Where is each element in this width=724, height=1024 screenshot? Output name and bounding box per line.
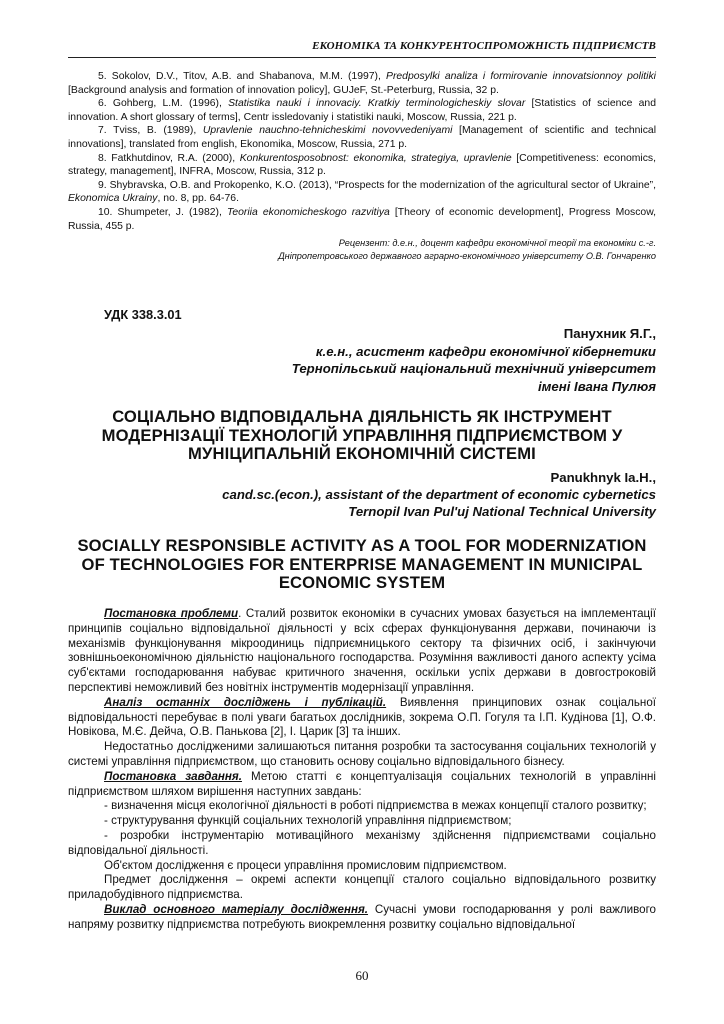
- author-name: Панухник Я.Г.,: [563, 326, 656, 341]
- section-heading: Виклад основного матеріалу дослідження.: [104, 902, 369, 916]
- reference-item: 7. Tviss, B. (1989), Upravlenie nauchno-tehnicheskimi novovvedeniyami [Management of scientific and technical innovations], translated from english, Ekonomika, Moscow, Russia, 271 p.: [68, 125, 656, 150]
- author-position: к.е.н., асистент кафедри економічної кібернетики: [315, 343, 656, 359]
- reference-list: [68, 70, 656, 233]
- paragraph: Предмет дослідження – окремі аспекти концепції сталого соціально відповідального розвитку приладобудівного підприємства.: [68, 873, 656, 902]
- paragraph: Виклад основного матеріалу дослідження. Сучасні умови господарювання у ролі важливого напряму розвитку підприємства потребують виокремлення розвитку соціально відповідальної: [68, 902, 656, 931]
- article-title-ua: СОЦІАЛЬНО ВІДПОВІДАЛЬНА ДІЯЛЬНІСТЬ ЯК ІНСТРУМЕНТ МОДЕРНІЗАЦІЇ ТЕХНОЛОГІЙ УПРАВЛІННЯ ПІДПРИЄМСТВОМ У МУНІЦИПАЛЬНІЙ ЕКОНОМІЧНІЙ СИСТЕМІ: [101, 407, 623, 464]
- list-item: - визначення місця екологічної діяльності в роботі підприємства в межах концепції сталого розвитку;: [104, 799, 647, 813]
- page-number: 60: [355, 968, 369, 983]
- paragraph: Постановка проблеми. Сталий розвиток економіки в сучасних умовах базується на імплементації принципів соціально відповідальної діяльності у всіх сферах функціонування держави, починаючи із механізмів функціонування мікроодиниць підприємницького сектору та фізичних осіб, і закінчуючи зовнішньоекономічною діяльністю національного господарства. Розуміння важливості даного аспекту усіма суб'єктами господарювання набуває критичного значення, оскільки успіх держави в довгостроковій перспективі неможливий без новітніх інструментів модернізації управління.: [68, 607, 656, 694]
- running-header: ЕКОНОМІКА ТА КОНКУРЕНТОСПРОМОЖНІСТЬ ПІДПРИЄМСТВ: [312, 40, 656, 52]
- list-item: - структурування функцій соціальних технологій управління підприємством;: [104, 814, 512, 828]
- reviewer-note: [200, 237, 656, 263]
- article-title-en: SOCIALLY RESPONSIBLE ACTIVITY AS A TOOL FOR MODERNIZATION OF TECHNOLOGIES FOR ENTERPRISE MANAGEMENT IN MUNICIPAL ECONOMIC SYSTEM: [77, 536, 647, 593]
- udk-code: УДК 338.3.01: [104, 307, 182, 322]
- reviewer-line: Рецензент: д.е.н., доцент кафедри економічної теорії та економіки с.-г.: [338, 238, 656, 248]
- reviewer-line: Дніпропетровського державного аграрно-економічного університету О.В. Гончаренко: [278, 250, 656, 261]
- section-heading: Постановка завдання.: [104, 769, 242, 783]
- author-university-line2: імені Івана Пулюя: [538, 378, 656, 394]
- paragraph: Аналіз останніх досліджень і публікацій. Виявлення принципових ознак соціальної відповідальності перебуває в полі уваги багатьох дослідників, зокрема О.П. Гогуля та І.П. Кудінова [1], О.Ф. Новікова, М.Є. Дейча, О.В. Панькова [2], І. Царик [3] та інших.: [68, 695, 656, 739]
- author-university: Тернопільський національний технічний університет: [291, 361, 656, 377]
- reference-item: 6. Gohberg, L.M. (1996), Statistika nauki i innovaciy. Kratkiy terminologicheskiy slovar [Statistics of science and innovation. A short glossary of terms], Centr issledovaniy i statistiki nauki, Moscow, Russia, 221 p.: [68, 98, 656, 123]
- author-block-ua: [200, 325, 656, 395]
- author-block-en: [150, 469, 656, 521]
- article-body: [68, 607, 656, 933]
- list-item: - розробки інструментарію мотиваційного механізму здійснення підприємствами соціально відповідальної діяльності.: [68, 828, 656, 857]
- reference-item: 9. Shybravska, O.B. and Prokopenko, K.O. (2013), “Prospects for the modernization of the agricultural sector of Ukraine”, Ekonomica Ukrainy, no. 8, pp. 64-76.: [68, 179, 656, 205]
- paragraph: Об'єктом дослідження є процеси управління промисловим підприємством.: [104, 858, 507, 872]
- reference-item: 8. Fatkhutdinov, R.A. (2000), Konkurentosposobnost: ekonomika, strategiya, upravlenie [Competitiveness: economics, strategy, management], INFRA, Moscow, Russia, 312 p.: [68, 152, 657, 178]
- author-position: cand.sc.(econ.), assistant of the department of economic cybernetics: [222, 487, 656, 503]
- reference-item: 5. Sokolov, D.V., Titov, A.B. and Shabanova, M.M. (1997), Predposylki analiza i formirovanie innovatsionnoy politiki [Background analysis and formation of innovation policy], GUJeF, St.-Peterburg, Russia, 32 p.: [68, 71, 656, 96]
- paragraph: Недостатньо дослідженими залишаються питання розробки та застосування соціальних технологій у системі управління підприємством, що становить основу соціально відповідального бізнесу.: [68, 740, 656, 768]
- paragraph: Постановка завдання. Метою статті є концептуалізація соціальних технологій в управлінні підприємством шляхом вирішення наступних завдань:: [68, 769, 656, 798]
- section-heading: Аналіз останніх досліджень і публікацій.: [104, 695, 387, 709]
- section-heading: Постановка проблеми: [104, 607, 239, 620]
- header-rule: [68, 57, 656, 58]
- author-name: Panukhnyk Ia.H.,: [550, 470, 656, 485]
- reference-item: 10. Shumpeter, J. (1982), Teoriia ekonomicheskogo razvitiya [Theory of economic development], Progress Moscow, Russia, 455 p.: [68, 206, 657, 232]
- author-university: Ternopil Ivan Pul'uj National Technical University: [348, 504, 656, 520]
